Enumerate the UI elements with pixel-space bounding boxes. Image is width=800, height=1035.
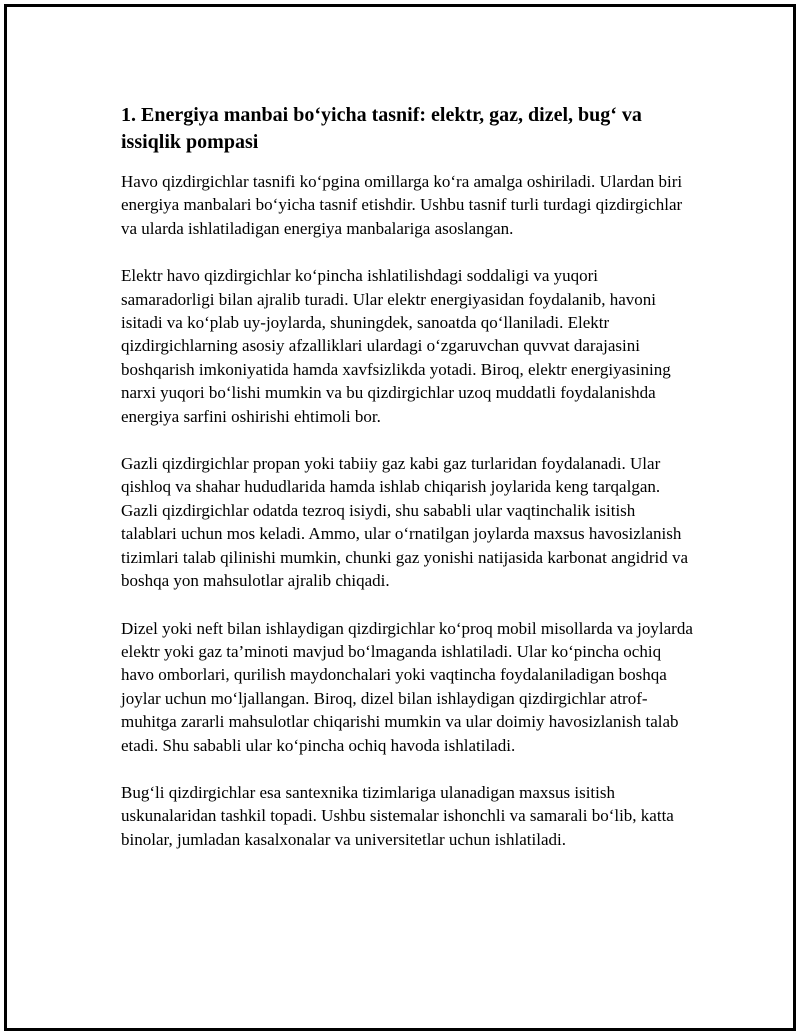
paragraph-steam: Bug‘li qizdirgichlar esa santexnika tizimlariga ulanadigan maxsus isitish uskunalaridan tashkil topadi. Ushbu sistemalar ishonchli va samarali bo‘lib, katta binolar, jumladan kasalxonalar va universitetlar uchun ishlatiladi.	[121, 782, 674, 849]
paragraph-gas: Gazli qizdirgichlar propan yoki tabiiy gaz kabi gaz turlaridan foydalanadi. Ular qishloq va shahar hududlarida hamda ishlab chiqarish joylarida keng tarqalgan. Gazli qizdirgichlar odatda tezroq isiydi, shu sababli ular vaqtinchalik isitish talablari uchun mos keladi. Ammo, ular o‘rnatilgan joylarda maxsus havosizlanish tizimlari talab qilinishi mumkin, chunki gaz yonishi natijasida karbonat angidrid va boshqa yon mahsulotlar ajralib chiqadi.	[121, 454, 689, 591]
paragraph-electric: Elektr havo qizdirgichlar ko‘pincha ishlatilishdagi soddaligi va yuqori samaradorligi bilan ajralib turadi. Ular elektr energiyasidan foydalanib, havoni isitadi va ko‘plab uy-joylarda, shuningdek, sanoatda qo‘llaniladi. Elektr qizdirgichlarning asosiy afzalliklari ulardagi o‘zgaruvchan quvvat darajasini boshqarish imkoniyatida hamda xavfsizlikda yotadi. Biroq, elektr energiyasining narxi yuqori bo‘lishi mumkin va bu qizdirgichlar uzoq muddatli foydalanishda energiya sarfini oshirishi ehtimoli bor.	[121, 266, 671, 426]
paragraph-intro: Havo qizdirgichlar tasnifi ko‘pgina omillarga ko‘ra amalga oshiriladi. Ulardan biri energiya manbalari bo‘yicha tasnif etishdir. Ushbu tasnif turli turdagi qizdirgichlar va ularda ishlatiladigan energiya manbalariga asoslangan.	[121, 172, 683, 238]
document-body	[121, 102, 693, 875]
paragraph-diesel: Dizel yoki neft bilan ishlaydigan qizdirgichlar ko‘proq mobil misollarda va joylarda elektr yoki gaz ta’minoti mavjud bo‘lmaganda ishlatiladi. Ular ko‘pincha ochiq havo omborlari, qurilish maydonchalari yoki vaqtincha foydalaniladigan boshqa joylar uchun mo‘ljallangan. Biroq, dizel bilan ishlaydigan qizdirgichlar atrof-muhitga zararli mahsulotlar chiqarishi mumkin va ular doimiy havosizlanish talab etadi. Shu sababli ular ko‘pincha ochiq havoda ishlatiladi.	[121, 618, 693, 755]
page-frame	[4, 4, 796, 1031]
section-heading: 1. Energiya manbai bo‘yicha tasnif: elektr, gaz, dizel, bug‘ va issiqlik pompasi	[121, 104, 642, 153]
